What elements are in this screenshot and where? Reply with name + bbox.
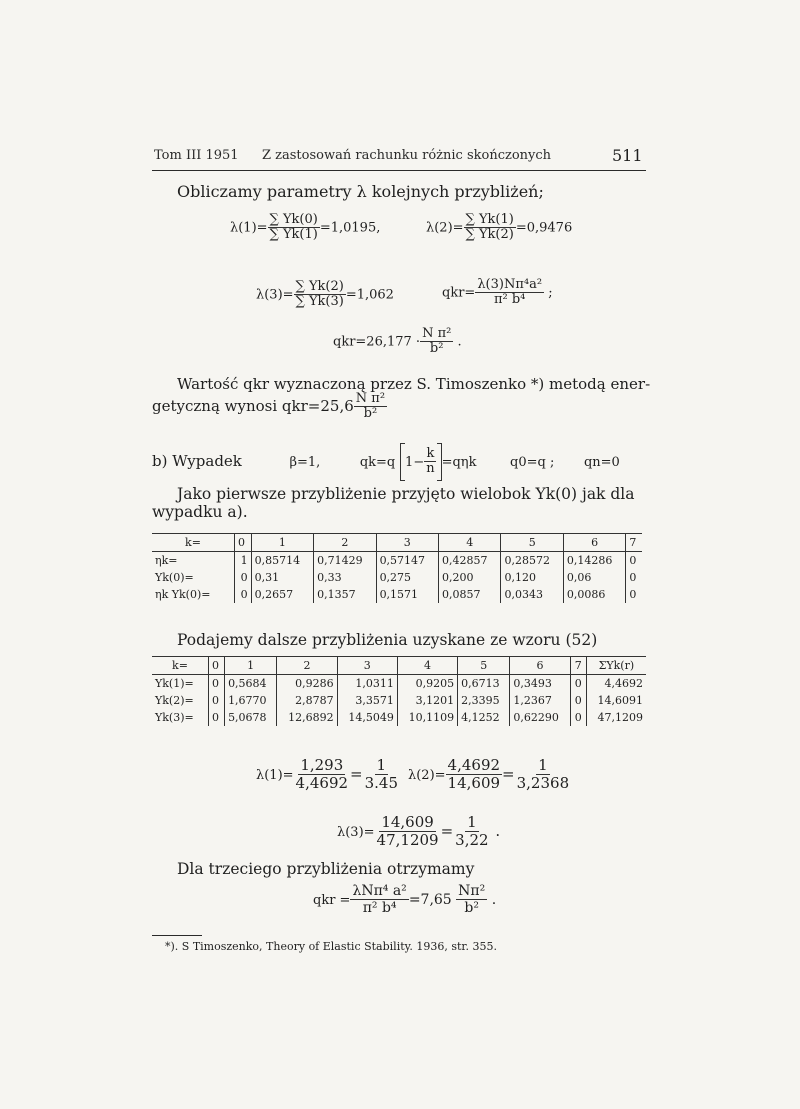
table-row [152, 586, 642, 603]
footnote: *). S Timoszenko, Theory of Elastic Stability. 1936, str. 355. [165, 940, 497, 953]
table2-r0-c8: 0 [570, 675, 586, 693]
table2-r0-c9: 4,4692 [586, 675, 646, 693]
eq-qkr-result [333, 327, 462, 357]
page-number: 511 [612, 146, 643, 165]
case-b-beta: β=1, [289, 455, 321, 470]
calc-lambda1-n2: 1 [376, 756, 387, 774]
final-d2: b² [464, 899, 479, 916]
running-header-title: Z zastosowań rachunku różnic skończonych [262, 148, 552, 163]
calc-lambda3-n1: 14,609 [381, 813, 434, 831]
final-lhs: qkr = [313, 892, 351, 908]
final-tail: . [491, 891, 497, 908]
eq-lambda2-value: =0,9476 [515, 220, 573, 236]
eq-qkr-frac [475, 278, 544, 308]
table-row [152, 692, 646, 709]
eq-qkr2-lhs: qkr=26,177 · [333, 334, 421, 350]
table2-h5: 4 [397, 657, 457, 675]
calc-lambda2-d1: 14,609 [447, 773, 501, 792]
table1-r2-c5: 0,0857 [439, 586, 501, 603]
calc-lambda3-tail: . [495, 822, 501, 840]
final-equation [313, 884, 496, 916]
timoszenko-den: b² [363, 405, 378, 421]
table2-r0-c4: 1,0311 [337, 675, 397, 693]
table1-r0-c0: ηk= [155, 554, 178, 567]
calc-lambda1-frac1 [294, 758, 351, 792]
final-n2: Nπ² [458, 883, 486, 899]
table2-r2-c4: 14,5049 [337, 709, 397, 726]
case-b-q0: q0=q ; [510, 455, 555, 470]
table2-r2-c6: 4,1252 [458, 709, 510, 726]
eq-qkr-den: π² b⁴ [493, 291, 526, 307]
calc-lambda2-n2: 1 [538, 756, 548, 774]
eq-qkr-formula [442, 278, 553, 308]
eq-lambda3-frac [294, 280, 346, 310]
running-header-volume: Tom III 1951 [154, 148, 239, 163]
eq-lambda2-lhs: λ(2)= [426, 220, 464, 236]
table2-h2: 1 [225, 657, 277, 675]
calc-lambda3-d1: 47,1209 [376, 830, 439, 849]
table1-r0-c3: 0,71429 [314, 552, 376, 570]
eq-lambda1-num: ∑ Yk(0) [269, 212, 318, 227]
table2-r0-c2: 0,5684 [225, 675, 277, 693]
table1-r2-c4: 0,1571 [376, 586, 438, 603]
case-b-k: k [426, 446, 435, 462]
table1-h6: 5 [501, 534, 563, 552]
table2-h6: 5 [458, 657, 510, 675]
calc-lambda2-lhs: λ(2)= [408, 768, 446, 783]
table2-r0-c1: 0 [209, 675, 225, 693]
table2-header-row [152, 657, 646, 675]
calc-lambda3-frac2 [453, 815, 490, 849]
table-row [152, 552, 642, 570]
table2-r1-c2: 1,6770 [225, 692, 277, 709]
calc-lambda2-n1: 4,4692 [447, 756, 501, 774]
table1-r2-c8: 0 [626, 586, 642, 603]
calc-lambda2-frac1 [446, 758, 503, 792]
eq-qkr2-num: N π² [422, 326, 452, 341]
table1-r1-c2: 0,31 [251, 569, 313, 586]
table2-r1-c7: 1,2367 [510, 692, 570, 709]
case-b-qk: qk=q [359, 455, 396, 470]
table1-r1-c4: 0,275 [376, 569, 438, 586]
timoszenko-paragraph-line2 [152, 392, 387, 422]
table1-r0-c5: 0,42857 [439, 552, 501, 570]
table2-r0-c6: 0,6713 [458, 675, 510, 693]
eq-lambda2-num: ∑ Yk(1) [465, 212, 514, 227]
eq-qkr2-den: b² [429, 340, 444, 356]
calc-lambda3-frac1 [375, 815, 441, 849]
case-b-line [152, 443, 620, 481]
case-b-eta: =qηk [441, 455, 477, 470]
eq-qkr-lhs: qkr= [442, 285, 476, 301]
table2-r2-c2: 5,0678 [225, 709, 277, 726]
table-row [152, 709, 646, 726]
case-b-n: n [426, 460, 435, 476]
table2-r2-c1: 0 [209, 709, 225, 726]
eq-lambda2-den: ∑ Yk(2) [465, 226, 514, 242]
table1-h4: 3 [376, 534, 438, 552]
table1-h7: 6 [563, 534, 625, 552]
timoszenko-frac [354, 392, 387, 422]
calc-lambda1: λ(1)= $\frac{1,293}{4,4692}$ = $\frac{1}{3.45}$ [256, 756, 399, 792]
table2-r1-c6: 2,3395 [458, 692, 510, 709]
table1-r1-c8: 0 [626, 569, 642, 586]
calc-lambda1-frac2 [363, 758, 400, 792]
table-row [152, 675, 646, 693]
calc-lambda2-frac2 [515, 758, 572, 792]
eq-lambda1-den: ∑ Yk(1) [269, 226, 318, 242]
eq-lambda3-lhs: λ(3)= [256, 287, 294, 303]
header-rule [152, 170, 646, 171]
table-row [152, 569, 642, 586]
table1-r2-c3: 0,1357 [314, 586, 376, 603]
table1-h2: 1 [251, 534, 313, 552]
table2-r2-c7: 0,62290 [510, 709, 570, 726]
table1-r1-c5: 0,200 [439, 569, 501, 586]
eq-lambda2 [426, 213, 572, 243]
table2-r1-c1: 0 [209, 692, 225, 709]
final-mid: =7,65 [408, 891, 452, 908]
timoszenko-num: N π² [355, 391, 386, 406]
intro-paragraph: Obliczamy parametry λ kolejnych przybliżeń; [177, 182, 544, 201]
table2-h4: 3 [337, 657, 397, 675]
table2-r1-c8: 0 [570, 692, 586, 709]
table2-r0-c7: 0,3493 [510, 675, 570, 693]
final-frac2 [456, 884, 487, 916]
table1-r2-c1: 0 [235, 586, 252, 603]
third-approx-paragraph: Dla trzeciego przybliżenia otrzymamy [177, 860, 475, 878]
eq-qkr-tail: ; [548, 285, 553, 301]
calc-lambda1-lhs: λ(1)= [256, 768, 294, 783]
final-n1: λNπ⁴ a² [352, 883, 407, 899]
calc-lambda3-n2: 1 [467, 813, 477, 831]
table2-r1-c4: 3,3571 [337, 692, 397, 709]
table1 [152, 533, 642, 603]
timoszenko-paragraph-line1: Wartość qkr wyznaczoną przez S. Timoszenko *) metodą ener- [177, 375, 651, 393]
table2-h0: k= [172, 659, 188, 672]
final-d1: π² b⁴ [362, 899, 397, 916]
eq-lambda1-value: =1,0195, [319, 220, 381, 236]
calc-lambda1-d1: 4,4692 [295, 773, 349, 792]
calc-lambda3-d2: 3,22 [455, 830, 489, 849]
calc-lambda3: λ(3)= $\frac{14,609}{47,1209}$ = $\frac{1}{3,22}$ . [337, 813, 501, 849]
eq-lambda1-frac [268, 213, 320, 243]
table2-r1-c9: 14,6091 [586, 692, 646, 709]
eq-lambda1-lhs: λ(1)= [230, 220, 268, 236]
table1-r0-c1: 1 [235, 552, 252, 570]
table1-h0: k= [185, 536, 201, 549]
table1-h3: 2 [314, 534, 376, 552]
table2-r2-c9: 47,1209 [586, 709, 646, 726]
table1-r0-c7: 0,14286 [563, 552, 625, 570]
table2-h9: ΣYk(r) [586, 657, 646, 675]
table1-r1-c3: 0,33 [314, 569, 376, 586]
table1-r2-c0: ηk Yk(0)= [155, 588, 211, 601]
case-b-frac [424, 447, 436, 477]
calc-lambda2-d2: 3,2368 [516, 773, 570, 792]
final-frac1 [350, 884, 408, 916]
table1-r0-c4: 0,57147 [376, 552, 438, 570]
first-approx-line1: Jako pierwsze przybliżenie przyjęto wielobok Yk(0) jak dla [177, 485, 635, 503]
table1-h1: 0 [235, 534, 252, 552]
table2-r2-c5: 10,1109 [397, 709, 457, 726]
table2-r2-c8: 0 [570, 709, 586, 726]
table1-h8: 7 [626, 534, 642, 552]
table2-r0-c5: 0,9205 [397, 675, 457, 693]
further-approx-paragraph: Podajemy dalsze przybliżenia uzyskane ze wzoru (52) [177, 631, 598, 649]
table2-r0-c3: 0,9286 [277, 675, 337, 693]
eq-qkr2-tail: . [457, 334, 462, 350]
calc-lambda2: λ(2)= $\frac{4,4692}{14,609}$ = $\frac{1}{3,2368}$ [408, 756, 570, 792]
table2-r1-c5: 3,1201 [397, 692, 457, 709]
table1-r0-c2: 0,85714 [251, 552, 313, 570]
eq-lambda3-value: =1,062 [345, 287, 394, 303]
table1-r1-c6: 0,120 [501, 569, 563, 586]
eq-lambda2-frac [464, 213, 516, 243]
table1-r2-c2: 0,2657 [251, 586, 313, 603]
table1-r2-c6: 0,0343 [501, 586, 563, 603]
table2-r2-c0: Yk(3)= [155, 711, 194, 724]
table1-r0-c8: 0 [626, 552, 642, 570]
case-b-qn: qn=0 [583, 455, 620, 470]
eq-lambda1 [230, 213, 380, 243]
case-b-one-minus: 1− [405, 455, 425, 470]
table2-r0-c0: Yk(1)= [155, 677, 194, 690]
eq-lambda3 [256, 280, 394, 310]
first-approx-line2: wypadku a). [152, 503, 248, 521]
calc-lambda1-n1: 1,293 [300, 756, 344, 774]
table2-r2-c3: 12,6892 [277, 709, 337, 726]
table1-r1-c1: 0 [235, 569, 252, 586]
table1-r2-c7: 0,0086 [563, 586, 625, 603]
table2-h3: 2 [277, 657, 337, 675]
eq-lambda3-den: ∑ Yk(3) [295, 293, 344, 309]
case-b-label: b) Wypadek [152, 452, 242, 470]
table1-r0-c6: 0,28572 [501, 552, 563, 570]
eq-qkr-num: λ(3)Nπ⁴a² [477, 277, 543, 292]
eq-lambda3-num: ∑ Yk(2) [295, 279, 344, 294]
calc-lambda3-lhs: λ(3)= [337, 825, 375, 840]
table1-r1-c0: Yk(0)= [155, 571, 194, 584]
table2-h8: 7 [570, 657, 586, 675]
timoszenko-value: getyczną wynosi qkr=25,6 [152, 396, 354, 415]
table-eta-y0 [152, 533, 642, 603]
table2 [152, 656, 646, 726]
eq-qkr2-frac [420, 327, 453, 357]
table-yk-approximations [152, 656, 646, 726]
table1-header-row [152, 534, 642, 552]
table2-h1: 0 [209, 657, 225, 675]
table2-h7: 6 [510, 657, 570, 675]
calc-lambda1-d2: 3.45 [364, 773, 399, 792]
table1-r1-c7: 0,06 [563, 569, 625, 586]
table1-h5: 4 [439, 534, 501, 552]
table2-r1-c3: 2,8787 [277, 692, 337, 709]
table2-r1-c0: Yk(2)= [155, 694, 194, 707]
footnote-rule [152, 935, 202, 936]
